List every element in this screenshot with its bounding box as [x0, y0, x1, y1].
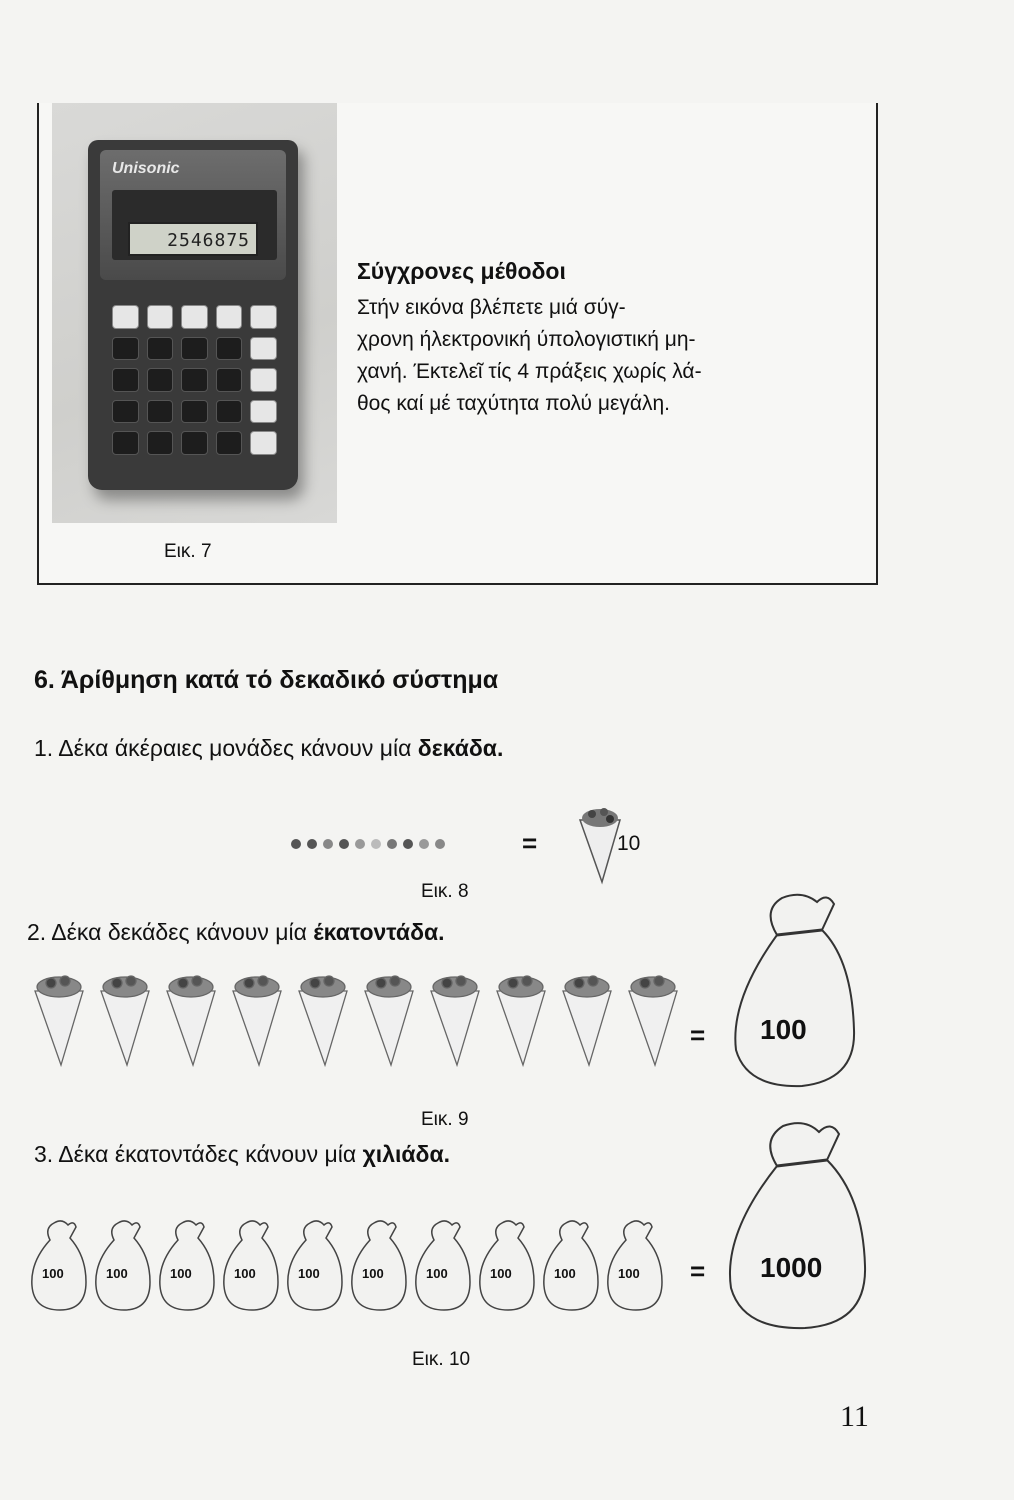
cone-icon	[629, 976, 677, 1065]
calculator-key	[181, 431, 208, 455]
sidebar-line: χρονη ήλεκτρονική ύπολογιστική μη-	[357, 328, 696, 351]
item-1	[34, 735, 503, 762]
bag-label: 100	[618, 1266, 640, 1281]
unit-ball	[307, 839, 317, 849]
cone-icon	[35, 976, 83, 1065]
cone-icon	[580, 808, 620, 882]
bag-label: 100	[170, 1266, 192, 1281]
calculator-key	[112, 400, 139, 424]
small-bag	[156, 1218, 218, 1319]
calculator-key	[147, 400, 174, 424]
sidebar-line: θος καί μέ ταχύτητα πολύ μεγάλη.	[357, 392, 670, 415]
cone-icon	[101, 976, 149, 1065]
unit-ball	[323, 839, 333, 849]
bag-label: 100	[554, 1266, 576, 1281]
bag-icon	[715, 1118, 885, 1338]
caption-fig10: Εικ. 10	[412, 1349, 471, 1370]
calculator-key	[112, 431, 139, 455]
eq-sign-1: =	[522, 828, 538, 858]
unit-ball	[403, 839, 413, 849]
cone-icon	[167, 976, 215, 1065]
unit-ball	[419, 839, 429, 849]
calculator-key	[216, 305, 243, 329]
calculator-key	[250, 305, 277, 329]
calculator-key	[181, 305, 208, 329]
small-bag	[540, 1218, 602, 1319]
value-thousand: 1000	[760, 1252, 823, 1283]
item-3-text: 3. Δέκα έκατοντάδες κάνουν μία	[34, 1141, 363, 1167]
calculator-key	[112, 305, 139, 329]
calculator-key	[181, 337, 208, 361]
sidebar-title: Σύγχρονες μέθοδοι	[357, 258, 566, 284]
calculator-key	[216, 337, 243, 361]
eq-sign-3: =	[690, 1256, 706, 1286]
calculator-key	[216, 400, 243, 424]
calculator-key	[216, 431, 243, 455]
cone-icon	[365, 976, 413, 1065]
bag-label: 100	[234, 1266, 256, 1281]
calculator-key	[181, 368, 208, 392]
bag-icon	[722, 890, 872, 1100]
calculator-keypad	[112, 305, 277, 455]
calculator-key	[181, 400, 208, 424]
item-3-bold: χιλιάδα.	[362, 1141, 450, 1167]
small-bag	[412, 1218, 474, 1319]
bag-label: 100	[106, 1266, 128, 1281]
fig9-cones-row	[25, 965, 705, 1075]
calculator-key	[250, 400, 277, 424]
unit-ball	[291, 839, 301, 849]
value-ten: 10	[617, 832, 641, 855]
unit-ball	[387, 839, 397, 849]
calculator-key	[147, 368, 174, 392]
calculator-key	[147, 431, 174, 455]
small-bag	[28, 1218, 90, 1319]
value-hundred: 100	[760, 1014, 807, 1045]
small-bag	[284, 1218, 346, 1319]
sidebar-text	[357, 292, 837, 420]
caption-fig7: Εικ. 7	[164, 541, 212, 562]
eq-sign-2: =	[690, 1020, 706, 1050]
sidebar-line: χανή. Έκτελεῖ τίς 4 πράξεις χωρίς λά-	[357, 360, 702, 383]
unit-ball	[355, 839, 365, 849]
calculator-key	[250, 368, 277, 392]
fig8-units-row	[280, 800, 660, 890]
cone-icon	[497, 976, 545, 1065]
cone-icon	[233, 976, 281, 1065]
calculator-key	[250, 431, 277, 455]
calculator-key	[250, 337, 277, 361]
caption-fig8: Εικ. 8	[421, 881, 469, 902]
item-2-text: 2. Δέκα δεκάδες κάνουν μία	[27, 919, 314, 945]
cone-icon	[431, 976, 479, 1065]
section-heading: 6. Άρίθμηση κατά τό δεκαδικό σύστημα	[34, 666, 499, 694]
item-1-bold: δεκάδα.	[417, 735, 504, 761]
bag-label: 100	[298, 1266, 320, 1281]
bag-label: 100	[426, 1266, 448, 1281]
small-bag	[604, 1218, 666, 1319]
item-3	[34, 1141, 450, 1168]
fig10-bags-row	[28, 1218, 678, 1318]
bag-label: 100	[42, 1266, 64, 1281]
calculator-key	[216, 368, 243, 392]
item-1-text: 1. Δέκα άκέραιες μονάδες κάνουν μία	[34, 735, 418, 761]
calculator-key	[147, 305, 174, 329]
bag-label: 100	[362, 1266, 384, 1281]
calculator-key	[112, 368, 139, 392]
calculator-key	[147, 337, 174, 361]
unit-ball	[435, 839, 445, 849]
caption-fig9: Εικ. 9	[421, 1109, 469, 1130]
sidebar-line: Στήν εικόνα βλέπετε μιά σύγ-	[357, 296, 626, 319]
small-bag	[348, 1218, 410, 1319]
bag-label: 100	[490, 1266, 512, 1281]
calculator-display: 2546875	[128, 222, 258, 256]
item-2-bold: έκατοντάδα.	[313, 919, 445, 945]
small-bag	[476, 1218, 538, 1319]
small-bag	[220, 1218, 282, 1319]
cone-icon	[563, 976, 611, 1065]
unit-ball	[339, 839, 349, 849]
small-bag	[92, 1218, 154, 1319]
calculator-key	[112, 337, 139, 361]
cone-icon	[299, 976, 347, 1065]
unit-ball	[371, 839, 381, 849]
item-2	[27, 919, 445, 946]
page-number: 11	[840, 1400, 869, 1433]
calculator-brand: Unisonic	[112, 160, 180, 177]
